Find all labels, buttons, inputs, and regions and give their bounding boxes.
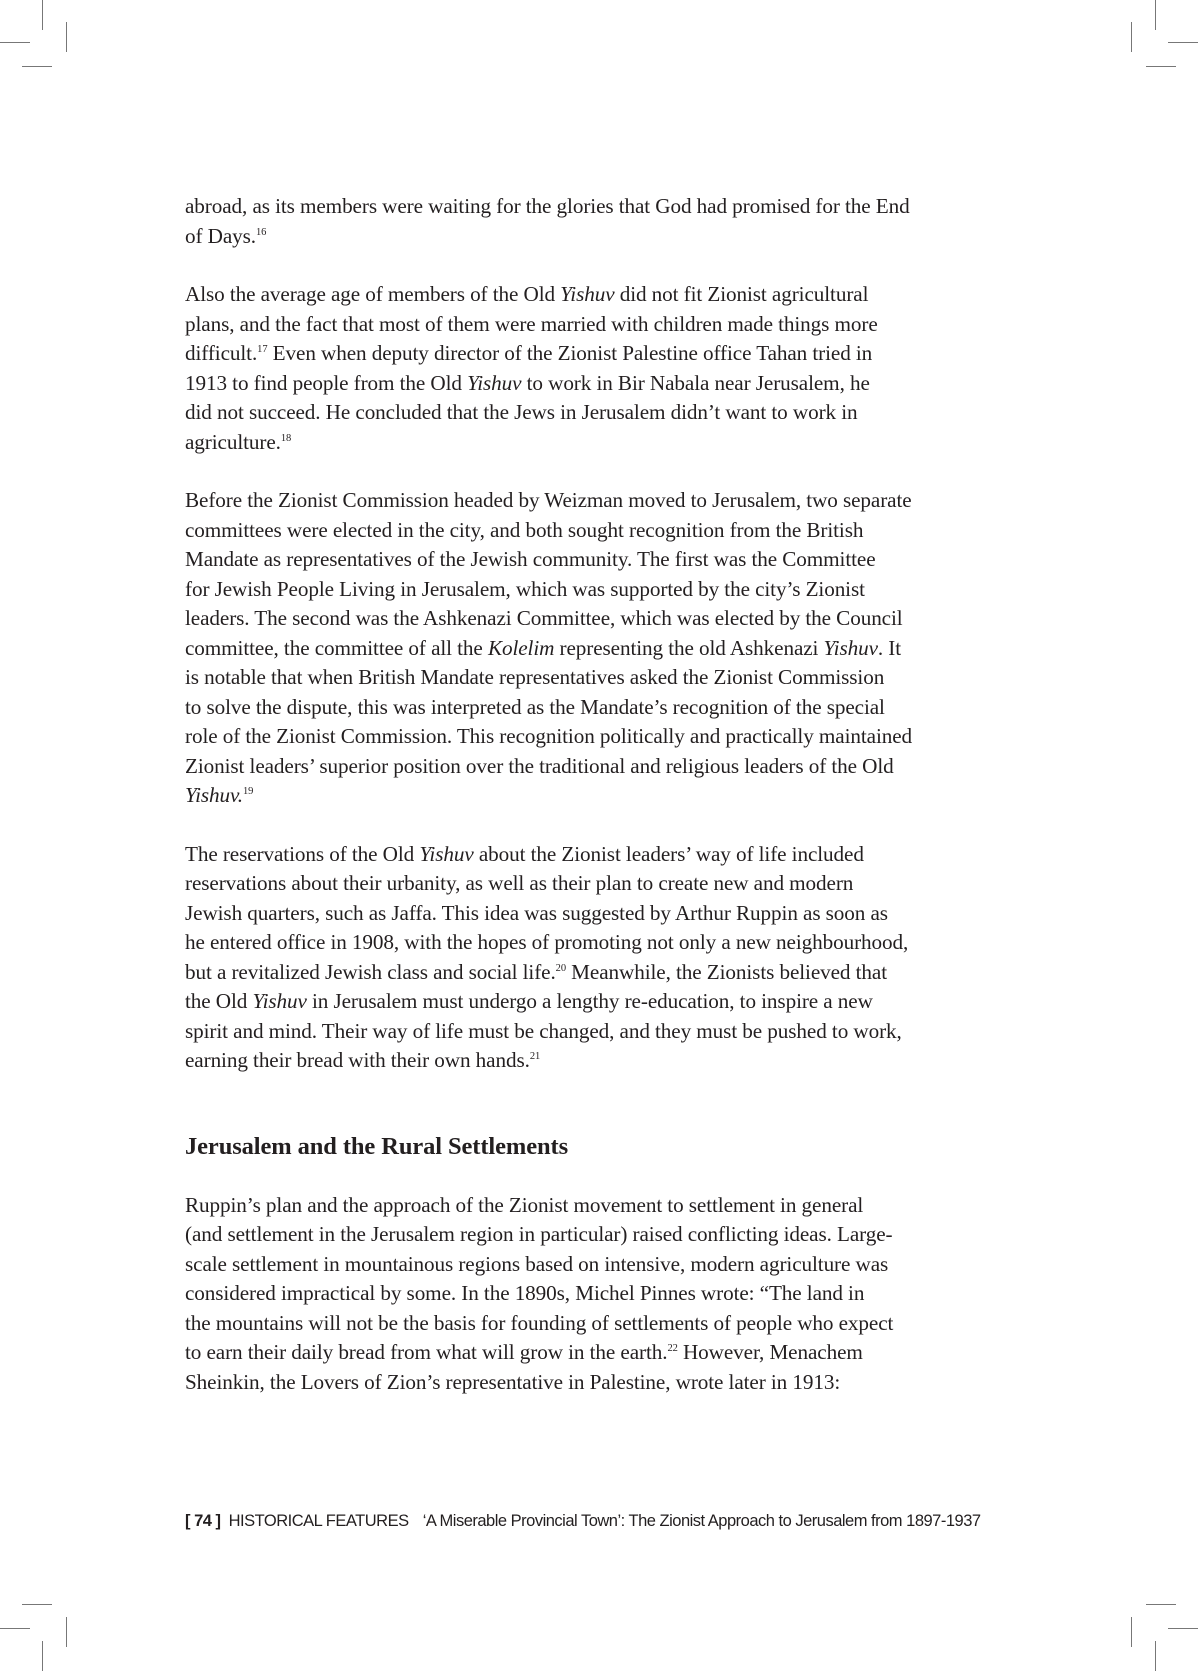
text-line — [185, 280, 1003, 310]
text-run: spirit and mind. Their way of life must be changed, and they must be pushed to work, — [185, 1018, 902, 1043]
text-line — [185, 1046, 1003, 1076]
text-run: Mandate as representatives of the Jewish community. The first was the Committee — [185, 547, 876, 571]
text-run: Before the Zionist Commission headed by Weizman moved to Jerusalem, two separate — [185, 488, 912, 512]
text-run: to earn their daily bread from what will grow in the earth. — [185, 1340, 668, 1364]
text-line — [185, 958, 1003, 988]
body-text — [185, 192, 1003, 1426]
text-line — [185, 869, 1003, 899]
footnote-ref: 19 — [242, 786, 254, 797]
text-run: did not fit Zionist agricultural — [614, 282, 869, 306]
text-run: committee, the committee of all the — [185, 635, 488, 660]
text-run: (and settlement in the Jerusalem region in particular) raised conflicting ideas. Large- — [185, 1222, 893, 1246]
italic-term: Yishuv — [823, 635, 878, 660]
paragraph — [185, 486, 1003, 811]
footnote-ref: 22 — [667, 1343, 678, 1354]
text-line — [185, 486, 1003, 516]
text-line — [185, 575, 1003, 605]
page-number: [ 74 ] — [185, 1512, 221, 1530]
text-line — [185, 1017, 1003, 1047]
footnote-ref: 18 — [280, 432, 292, 444]
text-line — [185, 310, 1003, 340]
text-line — [185, 1309, 1003, 1339]
text-run: Also the average age of members of the Old — [185, 282, 561, 306]
text-line — [185, 781, 1003, 811]
text-run: Zionist leaders’ superior position over the traditional and religious leaders of the Old — [185, 753, 894, 778]
crop-mark — [1155, 1641, 1156, 1671]
crop-mark — [1146, 1604, 1176, 1605]
text-run: considered impractical by some. In the 1890s, Michel Pinnes wrote: “The land in — [185, 1281, 865, 1305]
text-line — [185, 1338, 1003, 1368]
text-line — [185, 1191, 1003, 1221]
italic-term: Yishuv. — [185, 783, 243, 807]
italic-term: Kolelim — [487, 635, 555, 660]
text-run: The reservations of the Old — [185, 841, 420, 866]
crop-mark — [0, 1628, 30, 1629]
crop-mark — [66, 1617, 67, 1647]
text-line — [185, 899, 1003, 929]
text-line — [185, 1279, 1003, 1309]
text-run: representing the old Ashkenazi — [554, 635, 824, 660]
text-run: for Jewish People Living in Jerusalem, which was supported by the city’s Zionist — [185, 576, 865, 601]
text-line — [185, 840, 1003, 870]
text-run: Sheinkin, the Lovers of Zion’s representative in Palestine, wrote later in 1913: — [185, 1369, 841, 1394]
text-line — [185, 722, 1003, 752]
text-line — [185, 192, 1003, 222]
text-line — [185, 693, 1003, 723]
italic-term: Yishuv — [560, 282, 615, 306]
text-line — [185, 1220, 1003, 1250]
text-run: Meanwhile, the Zionists believed that — [565, 959, 887, 984]
paragraph — [185, 1191, 1003, 1398]
text-run: did not succeed. He concluded that the Jews in Jerusalem didn’t want to work in — [185, 400, 858, 424]
crop-mark — [0, 42, 30, 43]
text-run: . It — [877, 635, 902, 660]
text-line — [185, 1368, 1003, 1398]
text-run: to work in Bir Nabala near Jerusalem, he — [521, 370, 870, 395]
text-line — [185, 545, 1003, 575]
section-heading: Jerusalem and the Rural Settlements — [185, 1132, 569, 1160]
text-run: the Old — [185, 989, 253, 1013]
italic-term: Yishuv — [252, 989, 307, 1013]
text-run: the mountains will not be the basis for founding of settlements of people who expect — [185, 1310, 894, 1335]
crop-mark — [1168, 42, 1198, 43]
text-line — [185, 339, 1003, 369]
text-run: plans, and the fact that most of them were married with children made things more — [185, 311, 878, 336]
crop-mark — [22, 66, 52, 67]
text-run: However, Menachem — [677, 1340, 863, 1364]
text-run: Ruppin’s plan and the approach of the Zionist movement to settlement in general — [185, 1192, 864, 1217]
footnote-ref: 17 — [257, 344, 268, 355]
text-run: earning their bread with their own hands. — [185, 1048, 530, 1072]
footnote-ref: 16 — [256, 226, 267, 238]
crop-mark — [1155, 0, 1156, 30]
crop-mark — [1146, 66, 1176, 67]
footer-section: HISTORICAL FEATURES — [228, 1512, 409, 1530]
text-run: abroad, as its members were waiting for the glories that God had promised for the End — [185, 194, 910, 218]
text-run: role of the Zionist Commission. This recognition politically and practically maintained — [185, 724, 913, 748]
text-line — [185, 222, 1003, 252]
text-line — [185, 369, 1003, 399]
text-run: agriculture. — [185, 429, 281, 454]
page-footer — [185, 1512, 981, 1531]
text-run: but a revitalized Jewish class and social life. — [185, 959, 556, 984]
text-line — [185, 928, 1003, 958]
text-run: he entered office in 1908, with the hopes of promoting not only a new neighbourhood, — [185, 930, 909, 954]
italic-term: Yishuv — [467, 370, 522, 395]
paragraph — [185, 840, 1003, 1076]
footnote-ref: 20 — [555, 962, 566, 974]
footnote-ref: 21 — [529, 1051, 541, 1062]
text-run: committees were elected in the city, and both sought recognition from the British — [185, 517, 864, 542]
crop-mark — [1168, 1628, 1198, 1629]
text-run: 1913 to find people from the Old — [185, 370, 468, 395]
text-line — [185, 663, 1003, 693]
footer-title: ‘A Miserable Provincial Town’: The Zionist Approach to Jerusalem from 1897-1937 — [422, 1512, 981, 1530]
text-run: difficult. — [185, 341, 258, 365]
text-run: is notable that when British Mandate representatives asked the Zionist Commission — [185, 665, 885, 689]
text-run: Jewish quarters, such as Jaffa. This idea was suggested by Arthur Ruppin as soon as — [185, 900, 888, 925]
text-line — [185, 634, 1003, 664]
text-line — [185, 398, 1003, 428]
text-line — [185, 752, 1003, 782]
crop-mark — [42, 1641, 43, 1671]
text-run: leaders. The second was the Ashkenazi Committee, which was elected by the Council — [185, 606, 903, 630]
crop-mark — [1131, 22, 1132, 52]
crop-mark — [66, 22, 67, 52]
text-line — [185, 516, 1003, 546]
italic-term: Yishuv — [419, 841, 474, 866]
text-run: to solve the dispute, this was interpreted as the Mandate’s recognition of the special — [185, 694, 885, 719]
paragraphs-after-heading — [185, 1191, 1003, 1398]
text-run: in Jerusalem must undergo a lengthy re-education, to inspire a new — [306, 989, 873, 1013]
text-run: of Days. — [185, 223, 256, 248]
text-line — [185, 604, 1003, 634]
text-run: Even when deputy director of the Zionist Palestine office Tahan tried in — [267, 341, 873, 365]
paragraphs-before-heading — [185, 192, 1003, 1076]
paragraph — [185, 192, 1003, 251]
crop-mark — [1131, 1617, 1132, 1647]
paragraph — [185, 280, 1003, 457]
crop-mark — [42, 0, 43, 30]
text-run: about the Zionist leaders’ way of life included — [473, 841, 864, 866]
text-line — [185, 987, 1003, 1017]
text-line — [185, 1250, 1003, 1280]
text-run: scale settlement in mountainous regions based on intensive, modern agriculture was — [185, 1251, 889, 1276]
text-run: reservations about their urbanity, as well as their plan to create new and modern — [185, 871, 854, 895]
crop-mark — [22, 1604, 52, 1605]
text-line — [185, 428, 1003, 458]
